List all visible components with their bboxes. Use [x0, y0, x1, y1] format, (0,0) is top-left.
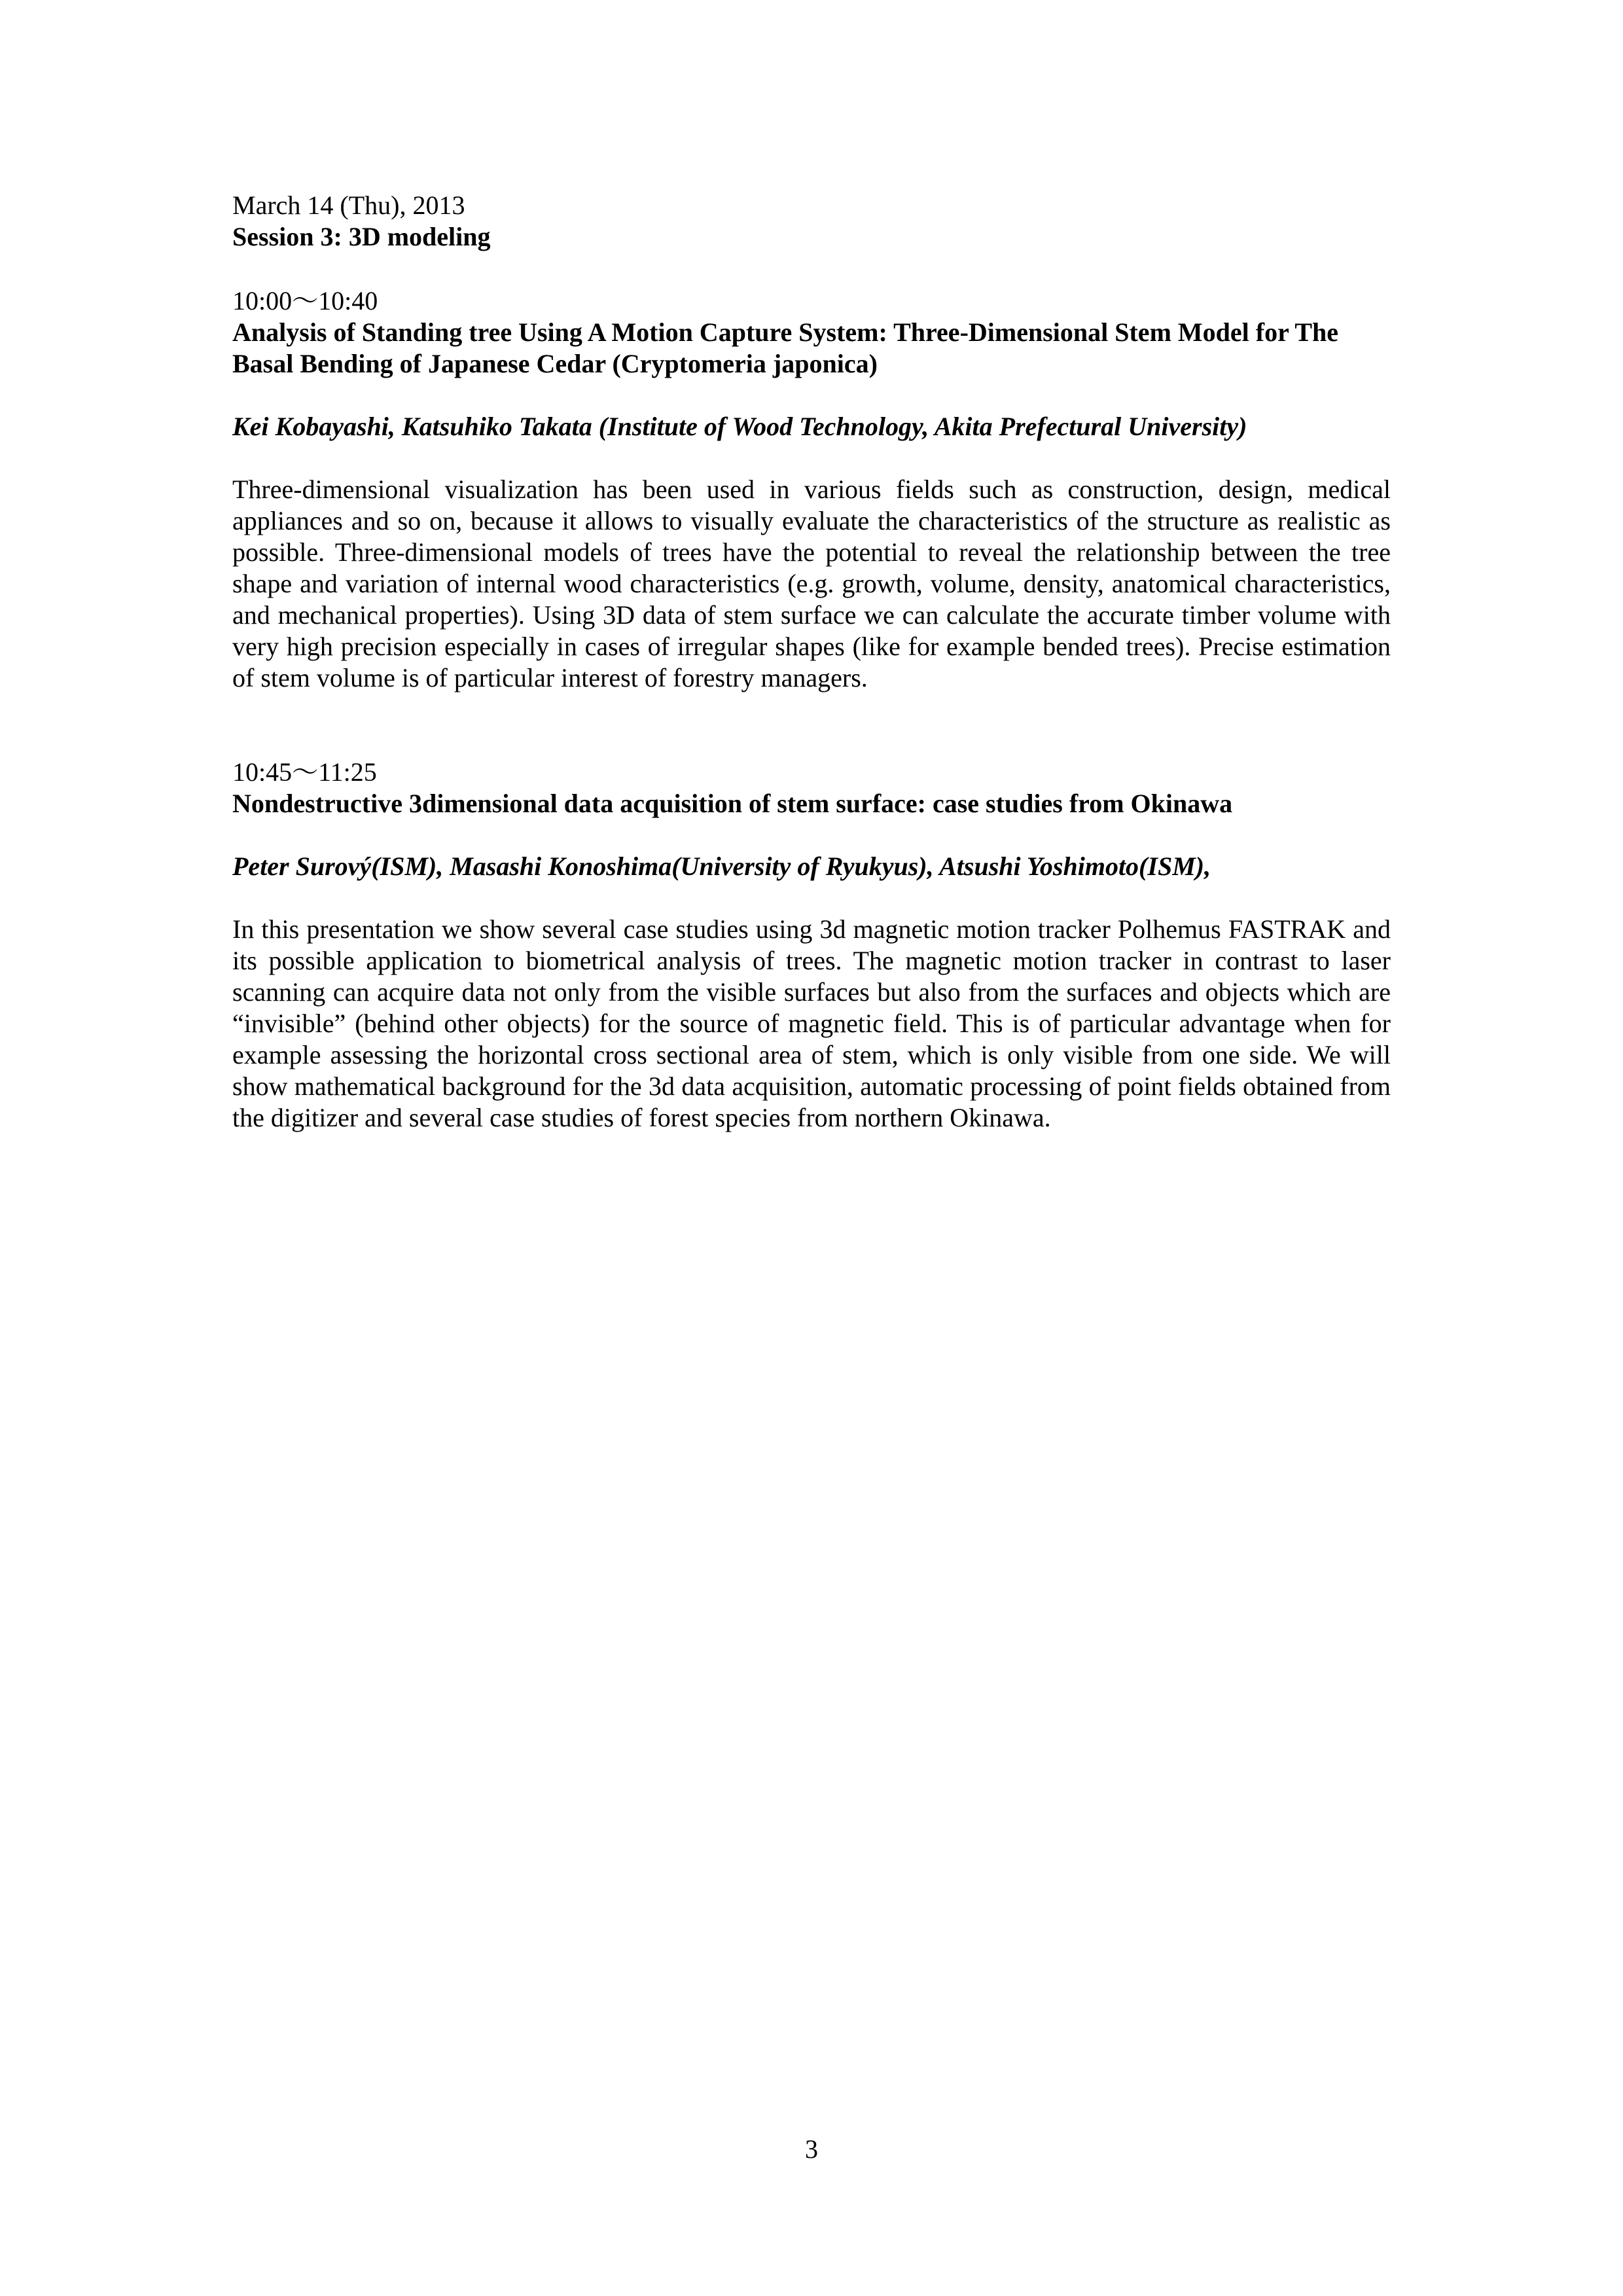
talk-authors: Kei Kobayashi, Katsuhiko Takata (Institute of Wood Technology, Akita Prefectural University) — [232, 412, 1247, 441]
document-page — [232, 190, 1391, 1134]
talk-title-line-1: Nondestructive 3dimensional data acquisition of stem surface: case studies from Okinawa — [232, 789, 1233, 818]
talk-title-line-2: Basal Bending of Japanese Cedar (Cryptomeria japonica) — [232, 349, 878, 378]
talk-1 — [232, 285, 1391, 694]
talk-abstract: In this presentation we show several case studies using 3d magnetic motion tracker Polhemus FASTRAK and its possible application to biometrical analysis of trees. The magnetic motion tracker in contrast to laser scanning can acquire data not only from the visible surfaces but also from the surfaces and objects which are “invisible” (behind other objects) for the source of magnetic field. This is of particular advantage when for example assessing the horizontal cross sectional area of stem, which is only visible from one side. We will show mathematical background for the 3d data acquisition, automatic processing of point fields obtained from the digitizer and several case studies of forest species from northern Okinawa. — [232, 914, 1391, 1132]
talk-time: 10:45～11:25 — [232, 757, 377, 787]
talk-abstract: Three-dimensional visualization has been used in various fields such as construction, design, medical appliances and so on, because it allows to visually evaluate the characteristics of the structure as realistic as possible. Three-dimensional models of trees have the potential to reveal the relationship between the tree shape and variation of internal wood characteristics (e.g. growth, volume, density, anatomical characteristics, and mechanical properties). Using 3D data of stem surface we can calculate the accurate timber volume with very high precision especially in cases of irregular shapes (like for example bended trees). Precise estimation of stem volume is of particular interest of forestry managers. — [232, 475, 1391, 692]
session-date: March 14 (Thu), 2013 — [232, 190, 465, 220]
talk-authors: Peter Surový(ISM), Masashi Konoshima(University of Ryukyus), Atsushi Yoshimoto(ISM), — [232, 852, 1211, 881]
talk-2 — [232, 757, 1391, 1134]
talk-title-line-1: Analysis of Standing tree Using A Motion Capture System: Three-Dimensional Stem Model for The — [232, 317, 1339, 347]
talk-time: 10:00～10:40 — [232, 286, 378, 315]
page-number: 3 — [805, 2134, 818, 2164]
session-title: Session 3: 3D modeling — [232, 222, 491, 251]
